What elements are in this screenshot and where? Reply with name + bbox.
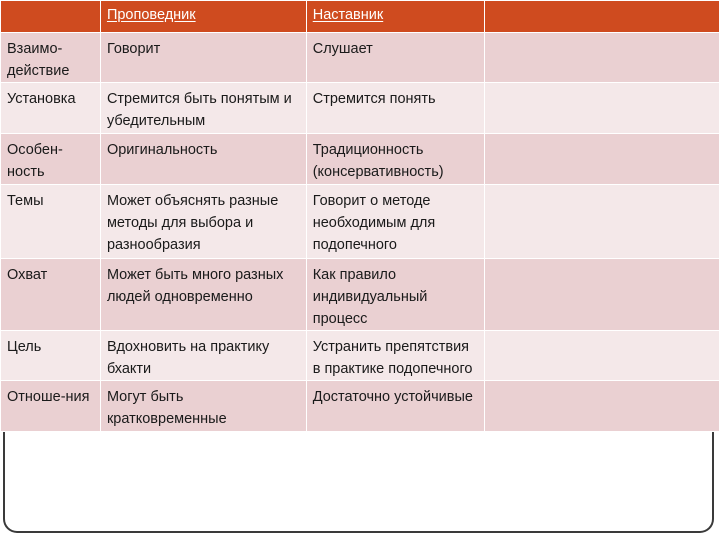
preacher-cell: Стремится быть понятым и убедительным [100,83,306,134]
mentor-cell: Как правило индивидуальный процесс [306,259,484,331]
row-label-text: Охват [7,267,48,283]
table-row [1,331,720,381]
mentor-cell: Стремится понять [306,83,484,134]
extra-cell [484,83,719,134]
row-label [1,381,101,432]
table-row [1,185,720,259]
mentor-cell: Говорит о методе необходимым для подопечного [306,185,484,259]
preacher-cell: Могут быть кратковременные [100,381,306,432]
row-label-text: Установка [7,91,76,107]
row-label [1,83,101,134]
preacher-cell: Вдохновить на практику бхакти [100,331,306,381]
row-label [1,331,101,381]
header-extra [484,1,719,33]
extra-cell [484,185,719,259]
row-label [1,185,101,259]
table-row [1,83,720,134]
extra-cell [484,134,719,185]
mentor-cell: Традиционность (консервативность) [306,134,484,185]
preacher-cell: Оригинальность [100,134,306,185]
extra-cell [484,259,719,331]
row-label [1,33,101,83]
mentor-cell: Слушает [306,33,484,83]
row-label-text: Особен- ность [7,142,63,180]
mentor-cell: Достаточно устойчивые [306,381,484,432]
table-row [1,33,720,83]
row-label-text: Взаимо- действие [7,41,70,79]
table-row [1,259,720,331]
row-label [1,134,101,185]
row-label-text: Цель [7,339,42,355]
extra-cell [484,331,719,381]
row-label [1,259,101,331]
header-empty [1,1,101,33]
header-preacher: Проповедник [100,1,306,33]
extra-cell [484,33,719,83]
table-row [1,134,720,185]
table-header-row [1,1,720,33]
preacher-cell: Говорит [100,33,306,83]
preacher-cell: Может быть много разных людей одновременно [100,259,306,331]
mentor-cell: Устранить препятствия в практике подопечного [306,331,484,381]
row-label-text: Отноше-ния [7,389,90,405]
preacher-cell: Может объяснять разные методы для выбора и разнообразия [100,185,306,259]
table-row [1,381,720,432]
row-label-text: Темы [7,193,44,209]
header-mentor: Наставник [306,1,484,33]
extra-cell [484,381,719,432]
